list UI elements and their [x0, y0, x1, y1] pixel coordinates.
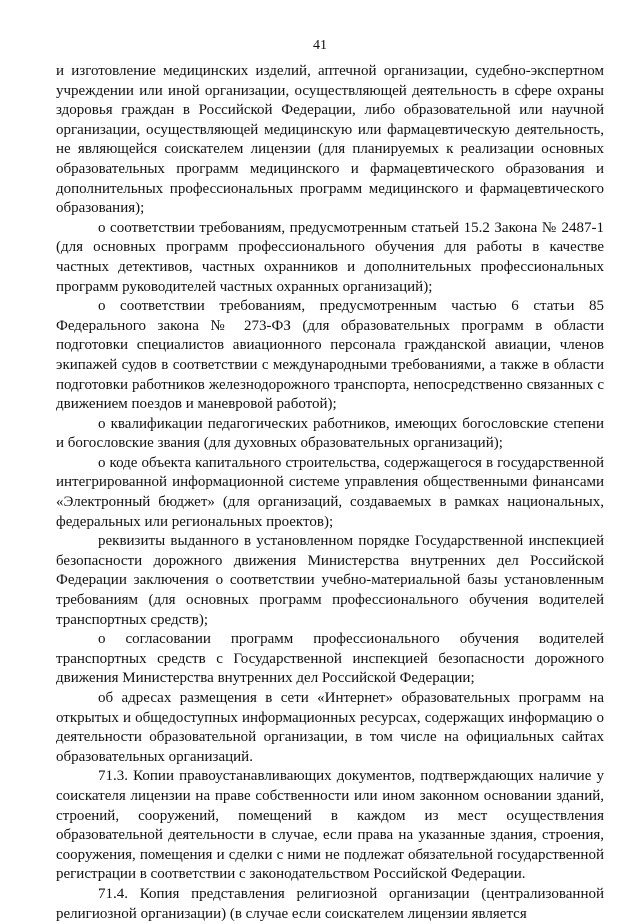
paragraph-continued-text: и изготовление медицинских изделий, аптечной организации, судебно-экспертном учреждении или иной организации, осуществляющей деятельность в сфере охраны здоровья граждан в Российской Федерации, либо образовательной или научной организации, осуществляющей медицинскую или фармацевтическую деятельность, не являющейся соискателем лицензии (для планируемых к реализации основных образовательных программ медицинского и фармацевтического образования и дополнительных профессиональных программ медицинского и фармацевтического образования);: [56, 63, 604, 217]
paragraph-traffic-inspection-details: реквизиты выданного в установленном порядке Государственной инспекцией безопасности дорожного движения Министерства внутренних дел Российской Федерации заключения о соответствии учебно-материальной базы установленным требованиям (для основных программ профессионального обучения водителей транспортных средств);: [56, 533, 604, 628]
paragraph-driver-program-approval: о согласовании программ профессионального обучения водителей транспортных средств с Государственной инспекцией безопасности дорожного движения Министерства внутренних дел Российской Федерации;: [56, 631, 604, 687]
paragraph-teacher-qualification: о квалификации педагогических работников, имеющих богословские степени и богословские звания (для духовных образовательных организаций);: [56, 415, 604, 452]
paragraph-law-273-fz: о соответствии требованиям, предусмотренным частью 6 статьи 85 Федерального закона № 273-ФЗ (для образовательных программ в области подготовки специалистов авиационного персонала гражданской авиации, членов экипажей судов в соответствии с международными требованиями, а также в области подготовки работников железнодорожного транспорта, непосредственно связанных с движением поездов и маневровой работой);: [56, 298, 604, 413]
page-number: 41: [313, 38, 327, 53]
paragraph-71-3: 71.3. Копии правоустанавливающих документов, подтверждающих наличие у соискателя лицензии на праве собственности или ином законном основании зданий, строений, сооружений, помещений в каждом из мест осуществления образовательной деятельности в случае, если права на указанные здания, строения, сооружения, помещения и сделки с ними не подлежат обязательной государственной регистрации в соответствии с законодательством Российской Федерации.: [56, 768, 604, 883]
document-body: [56, 62, 604, 924]
paragraph-law-15-2: о соответствии требованиям, предусмотренным статьей 15.2 Закона № 2487-1 (для основных программ профессионального обучения для работы в качестве частных детективов, частных охранников и дополнительных профессиональных программ руководителей частных охранных организаций);: [56, 219, 604, 295]
paragraph-internet-addresses: об адресах размещения в сети «Интернет» образовательных программ на открытых и общедоступных информационных ресурсах, содержащих информацию о деятельности образовательной организации, в том числе на официальных сайтах образовательных организаций.: [56, 690, 604, 765]
paragraph-construction-code: о коде объекта капитального строительства, содержащегося в государственной интегрированной информационной системе управления общественными финансами «Электронный бюджет» (для организаций, создаваемых в рамках национальных, федеральных или региональных проектов);: [56, 454, 604, 530]
paragraph-71-4: 71.4. Копия представления религиозной организации (централизованной религиозной организации) (в случае если соискателем лицензии является: [56, 885, 604, 922]
